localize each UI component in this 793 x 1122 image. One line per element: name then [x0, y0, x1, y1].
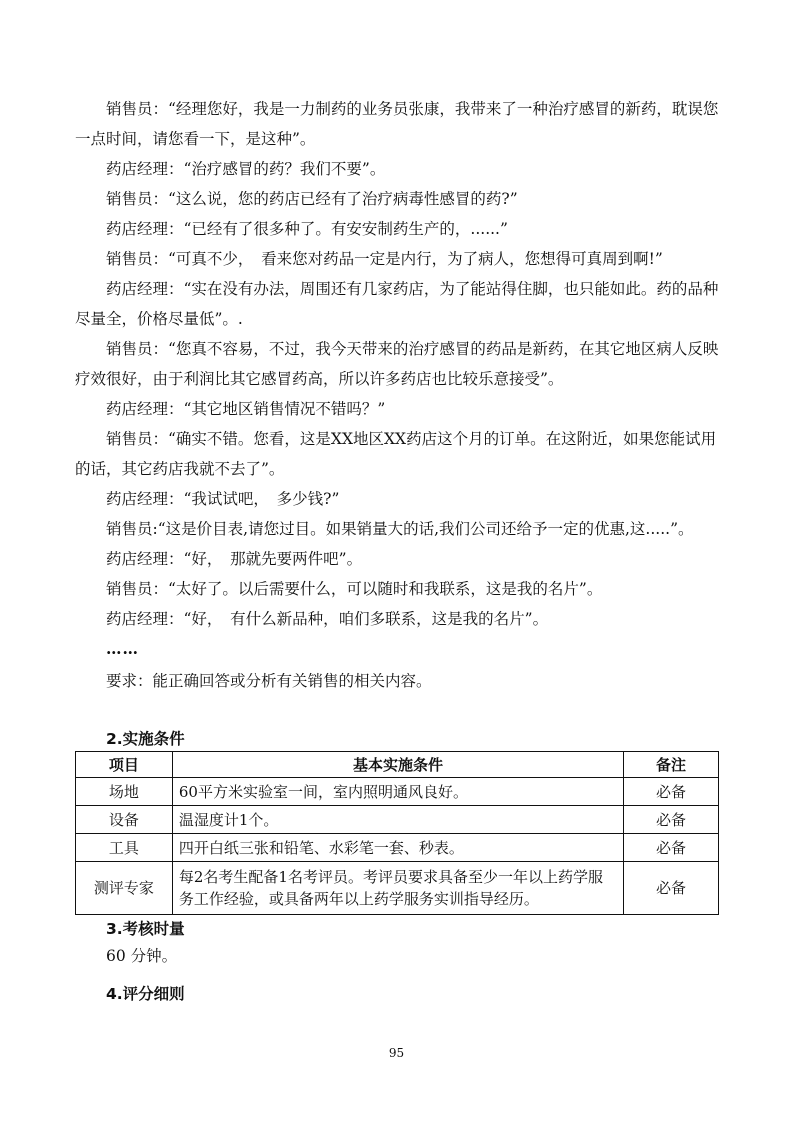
- table-cell-note: 必备: [624, 778, 719, 806]
- table-cell-item: 工具: [76, 834, 173, 862]
- duration-text: 60 分钟。: [106, 947, 178, 965]
- dialogue-line: 销售员：“太好了。以后需要什么，可以随时和我联系，这是我的名片”。: [106, 580, 603, 598]
- table-row: [76, 834, 719, 862]
- table-cell-condition: 四开白纸三张和铅笔、水彩笔一套、秒表。: [172, 834, 623, 862]
- dialogue-ellipsis: ……: [106, 639, 139, 658]
- dialogue-line: 药店经理：“其它地区销售情况不错吗？”: [106, 400, 386, 418]
- dialogue-line: 销售员:“这是价目表,请您过目。如果销量大的话,我们公司还给予一定的优惠,这.....”。: [106, 520, 694, 538]
- conditions-table: [75, 751, 719, 915]
- dialogue-line: 销售员：“确实不错。您看，这是XX地区XX药店这个月的订单。在这附近，如果您能试用的话，其它药店我就不去了”。: [75, 430, 717, 478]
- dialogue-line: 销售员：“经理您好，我是一力制药的业务员张康，我带来了一种治疗感冒的新药，耽误您一点时间，请您看一下，是这种”。: [75, 100, 719, 148]
- dialogue-line: 药店经理：“好， 有什么新品种，咱们多联系，这是我的名片”。: [106, 610, 549, 628]
- dialogue-block: [75, 94, 725, 696]
- page-number: 95: [388, 1046, 405, 1060]
- section-heading-duration: 3.考核时量: [106, 920, 185, 938]
- table-cell-note: 必备: [624, 806, 719, 834]
- table-header-row: [76, 752, 719, 778]
- table-cell-note: 必备: [624, 862, 719, 915]
- dialogue-line: 销售员：“您真不容易，不过，我今天带来的治疗感冒的药品是新药，在其它地区病人反映疗效很好，由于利润比其它感冒药高，所以许多药店也比较乐意接受”。: [75, 340, 719, 388]
- table-cell-condition: 每2名考生配备1名考评员。考评员要求具备至少一年以上药学服务工作经验，或具备两年以上药学服务实训指导经历。: [172, 862, 623, 915]
- dialogue-line: 药店经理：“治疗感冒的药？我们不要”。: [106, 160, 386, 178]
- table-row: [76, 862, 719, 915]
- table-cell-condition: 温湿度计1个。: [172, 806, 623, 834]
- table-row: [76, 806, 719, 834]
- section-heading-conditions: 2.实施条件: [106, 730, 185, 748]
- table-header-item: 项目: [76, 752, 173, 778]
- table-cell-condition: 60平方米实验室一间，室内照明通风良好。: [172, 778, 623, 806]
- table-cell-item: 场地: [76, 778, 173, 806]
- dialogue-line: 药店经理：“已经有了很多种了。有安安制药生产的，......”: [106, 220, 508, 238]
- requirement-text: 要求：能正确回答或分析有关销售的相关内容。: [106, 672, 432, 690]
- table-header-note: 备注: [624, 752, 719, 778]
- table-header-condition: 基本实施条件: [172, 752, 623, 778]
- table-cell-item: 设备: [76, 806, 173, 834]
- dialogue-line: 药店经理：“好， 那就先要两件吧”。: [106, 550, 363, 568]
- table-cell-item: 测评专家: [76, 862, 173, 915]
- section-heading-scoring: 4.评分细则: [106, 985, 185, 1003]
- table-row: [76, 778, 719, 806]
- dialogue-line: 药店经理：“我试试吧， 多少钱?”: [106, 490, 340, 508]
- dialogue-line: 药店经理：“实在没有办法，周围还有几家药店，为了能站得住脚，也只能如此。药的品种尽量全，价格尽量低”。.: [75, 280, 719, 328]
- dialogue-line: 销售员：“可真不少， 看来您对药品一定是内行，为了病人，您想得可真周到啊!”: [106, 250, 663, 268]
- dialogue-line: 销售员：“这么说，您的药店已经有了治疗病毒性感冒的药?”: [106, 190, 518, 208]
- table-cell-note: 必备: [624, 834, 719, 862]
